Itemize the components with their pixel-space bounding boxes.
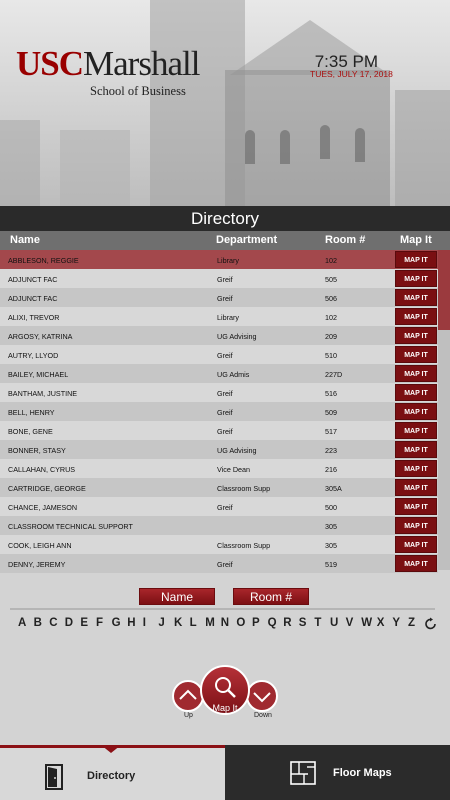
row-name: ADJUNCT FAC: [8, 275, 58, 284]
alphabet-letter[interactable]: O: [236, 617, 246, 629]
row-name: ARGOSY, KATRINA: [8, 332, 73, 341]
row-name: BONE, GENE: [8, 427, 53, 436]
row-room: 102: [325, 313, 337, 322]
map-it-row-button[interactable]: MAP IT: [395, 460, 437, 477]
alphabet-letter[interactable]: S: [298, 617, 307, 629]
clock-time: 7:35 PM: [314, 52, 378, 71]
table-row[interactable]: [0, 421, 438, 440]
magnifier-icon: [213, 675, 237, 699]
map-it-row-button[interactable]: MAP IT: [395, 346, 437, 363]
table-row[interactable]: [0, 459, 438, 478]
alphabet-letter[interactable]: Z: [408, 617, 416, 629]
row-name: BANTHAM, JUSTINE: [8, 389, 78, 398]
map-it-row-button[interactable]: MAP IT: [395, 479, 437, 496]
map-it-row-button[interactable]: MAP IT: [395, 365, 437, 382]
alphabet-letter[interactable]: A: [18, 617, 27, 629]
directory-table: [0, 250, 438, 570]
row-department: UG Advising: [217, 446, 257, 455]
down-label: Down: [254, 712, 272, 719]
row-room: 509: [325, 408, 337, 417]
row-department: Classroom Supp: [217, 484, 271, 493]
row-room: 506: [325, 294, 337, 303]
chevron-down-icon: [248, 682, 276, 710]
window-shape: [245, 130, 255, 164]
map-it-row-button[interactable]: MAP IT: [395, 289, 437, 306]
map-it-row-button[interactable]: MAP IT: [395, 555, 437, 572]
alphabet-letter[interactable]: T: [314, 617, 322, 629]
row-name: CHANCE, JAMESON: [8, 503, 78, 512]
tab-directory-label: Directory: [87, 770, 136, 782]
table-row[interactable]: [0, 535, 438, 554]
table-row[interactable]: [0, 307, 438, 326]
row-room: 510: [325, 351, 337, 360]
row-department: Greif: [217, 389, 233, 398]
tab-floor-maps-label: Floor Maps: [333, 767, 392, 779]
column-map: Map It: [400, 234, 432, 246]
alphabet-letter[interactable]: J: [158, 617, 165, 629]
row-room: 102: [325, 256, 337, 265]
row-room: 305: [325, 541, 337, 550]
row-department: Greif: [217, 351, 233, 360]
row-room: 500: [325, 503, 337, 512]
row-name: COOK, LEIGH ANN: [8, 541, 72, 550]
scroll-up-button[interactable]: [172, 680, 204, 712]
floor-map-icon: [290, 761, 316, 785]
window-shape: [355, 128, 365, 162]
table-header: [0, 231, 450, 250]
alphabet-filter: [18, 617, 438, 633]
table-row[interactable]: [0, 326, 438, 345]
tab-floor-maps[interactable]: [225, 745, 450, 800]
row-room: 305A: [325, 484, 342, 493]
sort-by-room-button[interactable]: Room #: [233, 588, 309, 605]
row-room: 209: [325, 332, 337, 341]
tab-directory[interactable]: [0, 745, 225, 800]
row-name: ADJUNCT FAC: [8, 294, 58, 303]
logo-marshall: Marshall: [83, 44, 200, 83]
alphabet-letter[interactable]: L: [189, 617, 197, 629]
logo-usc: USC: [16, 44, 84, 83]
map-it-row-button[interactable]: MAP IT: [395, 327, 437, 344]
reset-icon[interactable]: [424, 617, 438, 631]
row-name: CARTRIDGE, GEORGE: [8, 484, 86, 493]
table-row[interactable]: [0, 497, 438, 516]
alphabet-letter[interactable]: K: [174, 617, 183, 629]
table-row[interactable]: [0, 345, 438, 364]
row-department: UG Admis: [217, 370, 250, 379]
row-name: CALLAHAN, CYRUS: [8, 465, 76, 474]
scroll-down-button[interactable]: [246, 680, 278, 712]
table-row[interactable]: [0, 364, 438, 383]
row-name: ABBLESON, REGGIE: [8, 256, 79, 265]
map-it-row-button[interactable]: MAP IT: [395, 517, 437, 534]
table-row[interactable]: [0, 440, 438, 459]
map-it-row-button[interactable]: MAP IT: [395, 384, 437, 401]
table-row[interactable]: [0, 478, 438, 497]
window-shape: [320, 125, 330, 159]
window-shape: [280, 130, 290, 164]
chevron-up-icon: [174, 682, 202, 710]
map-it-label: Map It: [212, 703, 238, 713]
row-department: Greif: [217, 503, 233, 512]
alphabet-letter[interactable]: D: [64, 617, 74, 629]
alphabet-letter[interactable]: H: [127, 617, 136, 629]
row-department: Greif: [217, 560, 233, 569]
clock-date: TUES, JULY 17, 2018: [310, 69, 393, 79]
row-name: CLASSROOM TECHNICAL SUPPORT: [8, 522, 133, 531]
row-room: 516: [325, 389, 337, 398]
row-department: Classroom Supp: [217, 541, 271, 550]
map-it-row-button[interactable]: MAP IT: [395, 308, 437, 325]
row-department: Library: [217, 256, 239, 265]
alphabet-letter[interactable]: Q: [267, 617, 277, 629]
row-room: 223: [325, 446, 337, 455]
alphabet-letter[interactable]: V: [345, 617, 354, 629]
map-it-row-button[interactable]: MAP IT: [395, 536, 437, 553]
table-row[interactable]: [0, 250, 438, 269]
map-it-row-button[interactable]: MAP IT: [395, 270, 437, 287]
table-row[interactable]: [0, 516, 438, 535]
alphabet-letter[interactable]: P: [252, 617, 260, 629]
row-department: Greif: [217, 294, 233, 303]
alphabet-letter[interactable]: M: [205, 617, 215, 629]
alphabet-letter[interactable]: B: [33, 617, 42, 629]
row-room: 305: [325, 522, 337, 531]
row-room: 505: [325, 275, 337, 284]
map-it-row-button[interactable]: MAP IT: [395, 441, 437, 458]
alphabet-letter[interactable]: G: [111, 617, 121, 629]
sort-by-name-button[interactable]: Name: [139, 588, 215, 605]
alphabet-letter[interactable]: U: [330, 617, 339, 629]
table-row[interactable]: [0, 269, 438, 288]
row-department: Greif: [217, 408, 233, 417]
map-it-row-button[interactable]: MAP IT: [395, 403, 437, 420]
alphabet-letter[interactable]: Y: [392, 617, 401, 629]
row-name: BELL, HENRY: [8, 408, 55, 417]
door-icon: [45, 764, 63, 790]
up-label: Up: [184, 712, 193, 719]
alphabet-letter[interactable]: X: [376, 617, 385, 629]
map-it-row-button[interactable]: MAP IT: [395, 251, 437, 268]
divider: [10, 608, 435, 610]
row-name: BONNER, STASY: [8, 446, 66, 455]
row-department: Vice Dean: [217, 465, 251, 474]
alphabet-letter[interactable]: R: [283, 617, 292, 629]
row-room: 519: [325, 560, 337, 569]
page-title: Directory: [0, 206, 450, 231]
usc-marshall-logo: [16, 44, 200, 98]
table-row[interactable]: [0, 288, 438, 307]
column-department: Department: [216, 234, 278, 246]
row-department: Library: [217, 313, 239, 322]
table-row[interactable]: [0, 554, 438, 573]
column-room: Room #: [325, 234, 366, 246]
row-name: DENNY, JEREMY: [8, 560, 66, 569]
building-image: [0, 120, 40, 206]
row-room: 227D: [325, 370, 343, 379]
school-name: School of Business: [90, 84, 186, 98]
alphabet-letter[interactable]: E: [80, 617, 89, 629]
row-name: ALIXI, TREVOR: [8, 313, 60, 322]
table-row[interactable]: [0, 402, 438, 421]
alphabet-letter[interactable]: C: [49, 617, 58, 629]
map-it-row-button[interactable]: MAP IT: [395, 498, 437, 515]
active-tab-indicator: [101, 745, 121, 753]
alphabet-letter[interactable]: F: [96, 617, 104, 629]
building-image: [60, 130, 130, 206]
header-banner: [0, 0, 450, 206]
row-department: Greif: [217, 427, 233, 436]
alphabet-letter[interactable]: I: [142, 617, 146, 629]
row-name: AUTRY, LLYOD: [8, 351, 59, 360]
map-it-row-button[interactable]: MAP IT: [395, 422, 437, 439]
row-department: UG Advising: [217, 332, 257, 341]
row-department: Greif: [217, 275, 233, 284]
row-room: 216: [325, 465, 337, 474]
table-row[interactable]: [0, 383, 438, 402]
column-name: Name: [10, 234, 40, 246]
alphabet-letter[interactable]: N: [220, 617, 230, 629]
row-room: 517: [325, 427, 337, 436]
row-name: BAILEY, MICHAEL: [8, 370, 69, 379]
scrollbar-thumb[interactable]: [438, 250, 450, 330]
building-image: [395, 90, 450, 206]
alphabet-letter[interactable]: W: [361, 617, 373, 629]
